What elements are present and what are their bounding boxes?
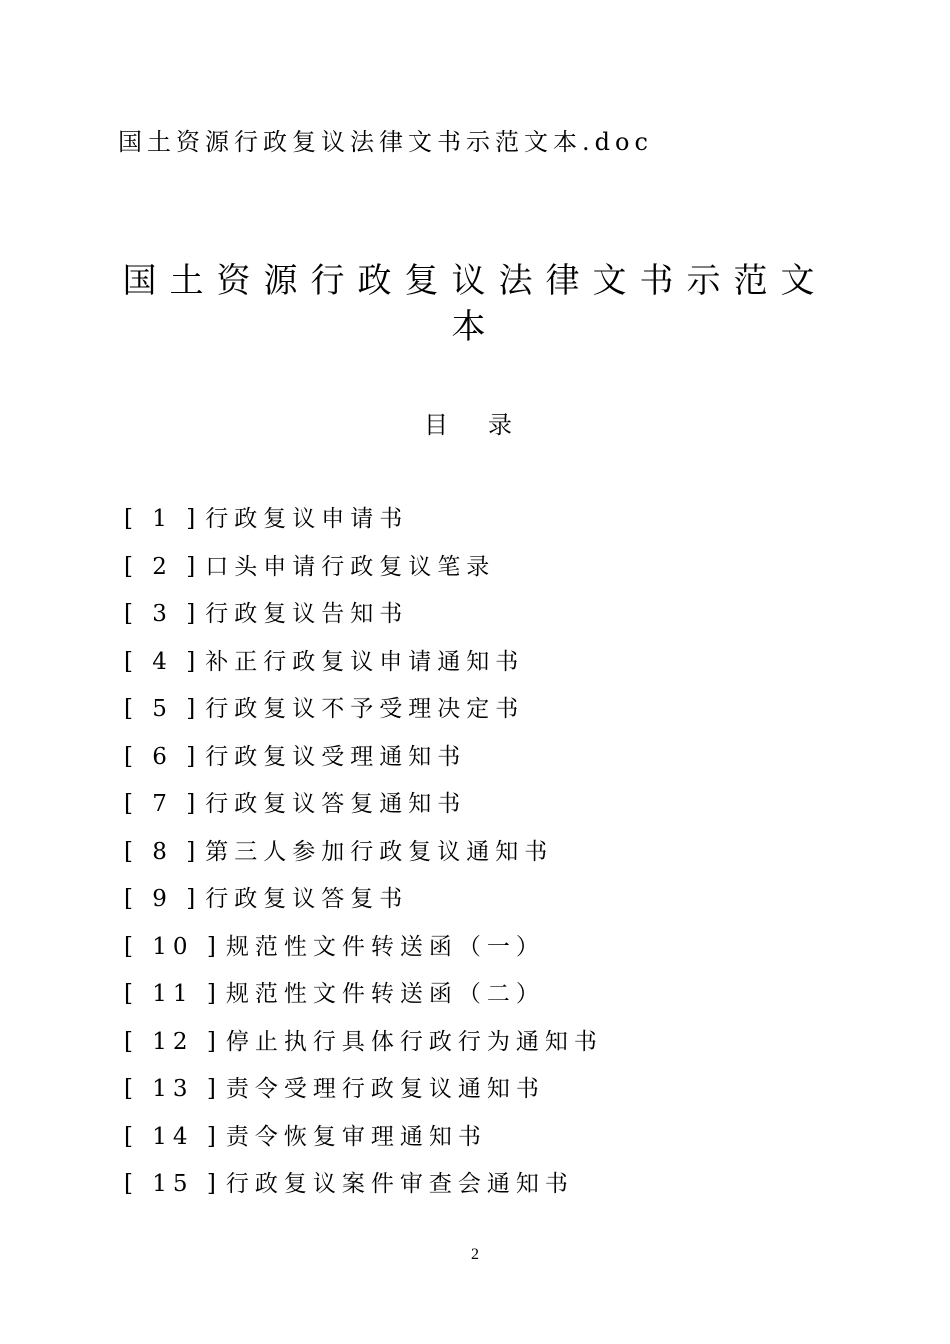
toc-item-number: [ 13 ] bbox=[124, 1076, 222, 1102]
page-number: 2 bbox=[471, 1246, 479, 1263]
toc-item[interactable] bbox=[124, 639, 603, 687]
toc-item[interactable] bbox=[124, 734, 603, 782]
toc-item-text: 规范性文件转送函（二） bbox=[225, 981, 545, 1007]
document-title: 国土资源行政复议法律文书示范文本 bbox=[122, 261, 828, 347]
table-of-contents bbox=[124, 496, 603, 1209]
toc-item[interactable] bbox=[124, 1019, 603, 1067]
toc-item[interactable] bbox=[124, 781, 603, 829]
toc-item[interactable] bbox=[124, 971, 603, 1019]
toc-item-text: 第三人参加行政复议通知书 bbox=[205, 838, 554, 865]
toc-item[interactable] bbox=[124, 1066, 603, 1114]
toc-item-number: [ 15 ] bbox=[124, 1171, 222, 1197]
toc-item[interactable] bbox=[124, 924, 603, 972]
toc-item[interactable] bbox=[124, 876, 603, 924]
toc-item[interactable] bbox=[124, 544, 603, 592]
document-file-name: 国土资源行政复议法律文书示范文本.doc bbox=[118, 128, 653, 156]
toc-item-number: [ 6 ] bbox=[124, 743, 202, 770]
toc-item[interactable] bbox=[124, 496, 603, 544]
toc-item-text: 口头申请行政复议笔录 bbox=[205, 553, 496, 580]
toc-item-number: [ 4 ] bbox=[124, 648, 202, 675]
toc-item-text: 规范性文件转送函（一） bbox=[225, 933, 545, 960]
toc-item-text: 停止执行具体行政行为通知书 bbox=[225, 1028, 603, 1055]
toc-item-number: [ 11 ] bbox=[124, 981, 222, 1007]
toc-item-number: [ 14 ] bbox=[124, 1123, 222, 1150]
toc-item[interactable] bbox=[124, 829, 603, 877]
toc-item-number: [ 12 ] bbox=[124, 1028, 222, 1055]
toc-item-text: 补正行政复议申请通知书 bbox=[205, 648, 525, 675]
toc-item-text: 责令恢复审理通知书 bbox=[225, 1123, 487, 1150]
toc-item-text: 行政复议案件审查会通知书 bbox=[225, 1171, 574, 1197]
toc-item[interactable] bbox=[124, 1114, 603, 1162]
toc-item-number: [ 9 ] bbox=[124, 886, 202, 912]
toc-item-text: 行政复议申请书 bbox=[205, 506, 409, 532]
toc-item-number: [ 7 ] bbox=[124, 791, 202, 817]
toc-item-number: [ 8 ] bbox=[124, 838, 202, 865]
toc-item-number: [ 10 ] bbox=[124, 933, 222, 960]
toc-item[interactable] bbox=[124, 591, 603, 639]
toc-item-text: 行政复议受理通知书 bbox=[205, 743, 467, 770]
toc-item-text: 责令受理行政复议通知书 bbox=[225, 1076, 545, 1102]
toc-item-text: 行政复议告知书 bbox=[205, 601, 409, 627]
toc-item-number: [ 5 ] bbox=[124, 696, 202, 722]
toc-item-text: 行政复议不予受理决定书 bbox=[205, 696, 525, 722]
toc-heading: 目录 bbox=[424, 411, 552, 439]
toc-item[interactable] bbox=[124, 686, 603, 734]
toc-item-number: [ 2 ] bbox=[124, 553, 202, 580]
toc-item-text: 行政复议答复通知书 bbox=[205, 791, 467, 817]
toc-item-number: [ 3 ] bbox=[124, 601, 202, 627]
toc-item-number: [ 1 ] bbox=[124, 506, 202, 532]
toc-item-text: 行政复议答复书 bbox=[205, 886, 409, 912]
toc-item[interactable] bbox=[124, 1161, 603, 1209]
